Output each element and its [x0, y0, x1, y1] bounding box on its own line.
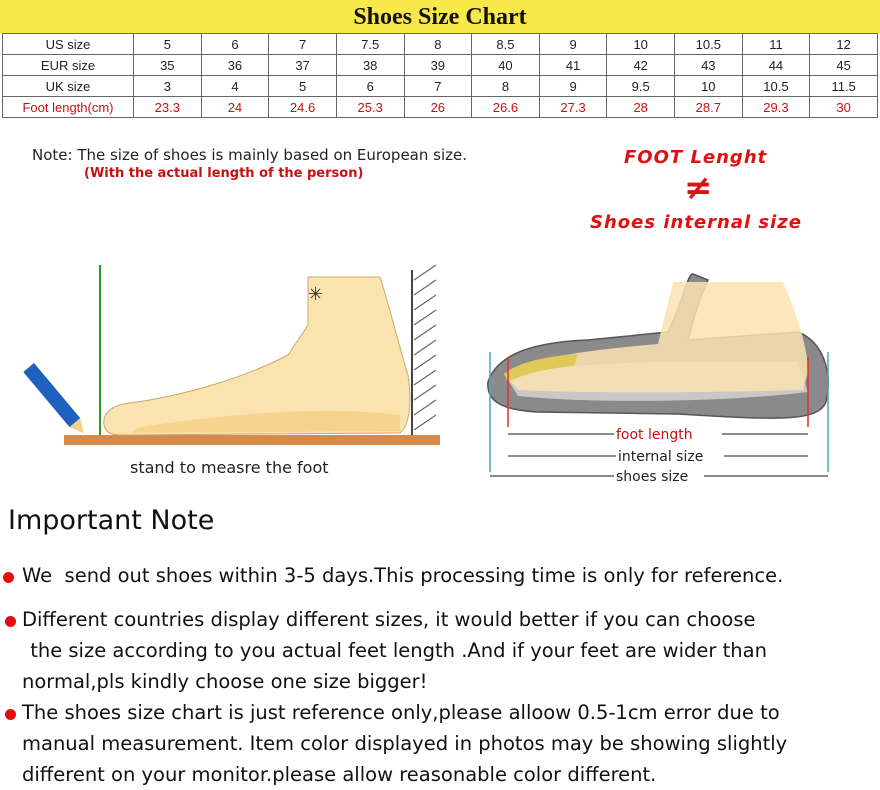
table-cell: 7: [269, 34, 337, 55]
bullet-line: manual measurement. Item color displayed in photos may be showing slightly: [22, 732, 788, 755]
table-cell: 43: [675, 55, 743, 76]
table-row: [3, 34, 878, 55]
floor-board: [64, 435, 440, 445]
foot-shape: [104, 277, 410, 435]
table-cell: 35: [134, 55, 202, 76]
table-cell: 11.5: [810, 76, 878, 97]
note-text: Note: The size of shoes is mainly based on European size.: [32, 146, 467, 164]
table-cell: 25.3: [336, 97, 404, 118]
table-cell: 10.5: [675, 34, 743, 55]
table-cell: 30: [810, 97, 878, 118]
table-cell: 9: [539, 34, 607, 55]
pencil-icon: [23, 363, 89, 438]
shoe-size-illustration: [478, 262, 848, 490]
table-cell: 8.5: [472, 34, 540, 55]
bullet-line: normal,pls kindly choose one size bigger!: [22, 670, 428, 693]
table-cell: 24: [201, 97, 269, 118]
svg-text:✳: ✳: [308, 284, 324, 305]
table-cell: 6: [336, 76, 404, 97]
table-cell: 11: [742, 34, 810, 55]
bullet-dot-icon: [5, 616, 16, 627]
table-cell: 5: [269, 76, 337, 97]
table-row: [3, 55, 878, 76]
row-header: EUR size: [3, 55, 134, 76]
table-cell: 8: [472, 76, 540, 97]
table-cell: 42: [607, 55, 675, 76]
row-header: Foot length(cm): [3, 97, 134, 118]
table-cell: 5: [134, 34, 202, 55]
row-header: US size: [3, 34, 134, 55]
table-cell: 26: [404, 97, 472, 118]
table-cell: 41: [539, 55, 607, 76]
chart-title: Shoes Size Chart: [353, 4, 527, 30]
wall-icon: [412, 265, 436, 435]
important-note-heading: Important Note: [8, 505, 215, 536]
table-cell: 44: [742, 55, 810, 76]
table-cell: 28.7: [675, 97, 743, 118]
foot-length-label: FOOT Lenght: [624, 147, 768, 168]
bullet-line: The shoes size chart is just reference only,please alloow 0.5-1cm error due to: [22, 701, 780, 724]
table-cell: 10: [675, 76, 743, 97]
table-cell: 37: [269, 55, 337, 76]
foot-measure-illustration: [20, 255, 450, 445]
table-cell: 9.5: [607, 76, 675, 97]
table-cell: 38: [336, 55, 404, 76]
table-cell: 7: [404, 76, 472, 97]
table-row: [3, 97, 878, 118]
table-cell: 29.3: [742, 97, 810, 118]
shoes-size-dim-label: shoes size: [616, 469, 689, 485]
bullet-line: different on your monitor.please allow reasonable color different.: [22, 763, 657, 786]
table-cell: 7.5: [336, 34, 404, 55]
table-cell: 39: [404, 55, 472, 76]
table-cell: 9: [539, 76, 607, 97]
internal-size-dim-label: internal size: [618, 449, 704, 465]
table-row: [3, 76, 878, 97]
table-cell: 10: [607, 34, 675, 55]
bullet-line: Different countries display different sizes, it would better if you can choose: [22, 608, 756, 631]
table-cell: 6: [201, 34, 269, 55]
table-cell: 45: [810, 55, 878, 76]
bullet-dot-icon: [3, 572, 14, 583]
note-subtext: (With the actual length of the person): [84, 166, 364, 181]
bullet-line: the size according to you actual feet length .And if your feet are wider than: [24, 639, 767, 662]
table-cell: 12: [810, 34, 878, 55]
bullet-dot-icon: [5, 709, 16, 720]
table-cell: 8: [404, 34, 472, 55]
not-equal-icon: ≠: [684, 168, 713, 208]
table-cell: 24.6: [269, 97, 337, 118]
table-cell: 4: [201, 76, 269, 97]
left-illustration-caption: stand to measre the foot: [130, 458, 329, 477]
bullet-line: We send out shoes within 3-5 days.This processing time is only for reference.: [22, 564, 784, 587]
chart-title-bar: [0, 0, 880, 33]
table-cell: 10.5: [742, 76, 810, 97]
table-cell: 26.6: [472, 97, 540, 118]
table-cell: 36: [201, 55, 269, 76]
table-cell: 3: [134, 76, 202, 97]
table-cell: 40: [472, 55, 540, 76]
size-table: [2, 33, 878, 118]
foot-length-dim-label: foot length: [616, 427, 693, 443]
table-cell: 23.3: [134, 97, 202, 118]
table-cell: 27.3: [539, 97, 607, 118]
table-cell: 28: [607, 97, 675, 118]
shoes-internal-size-label: Shoes internal size: [590, 212, 802, 233]
row-header: UK size: [3, 76, 134, 97]
